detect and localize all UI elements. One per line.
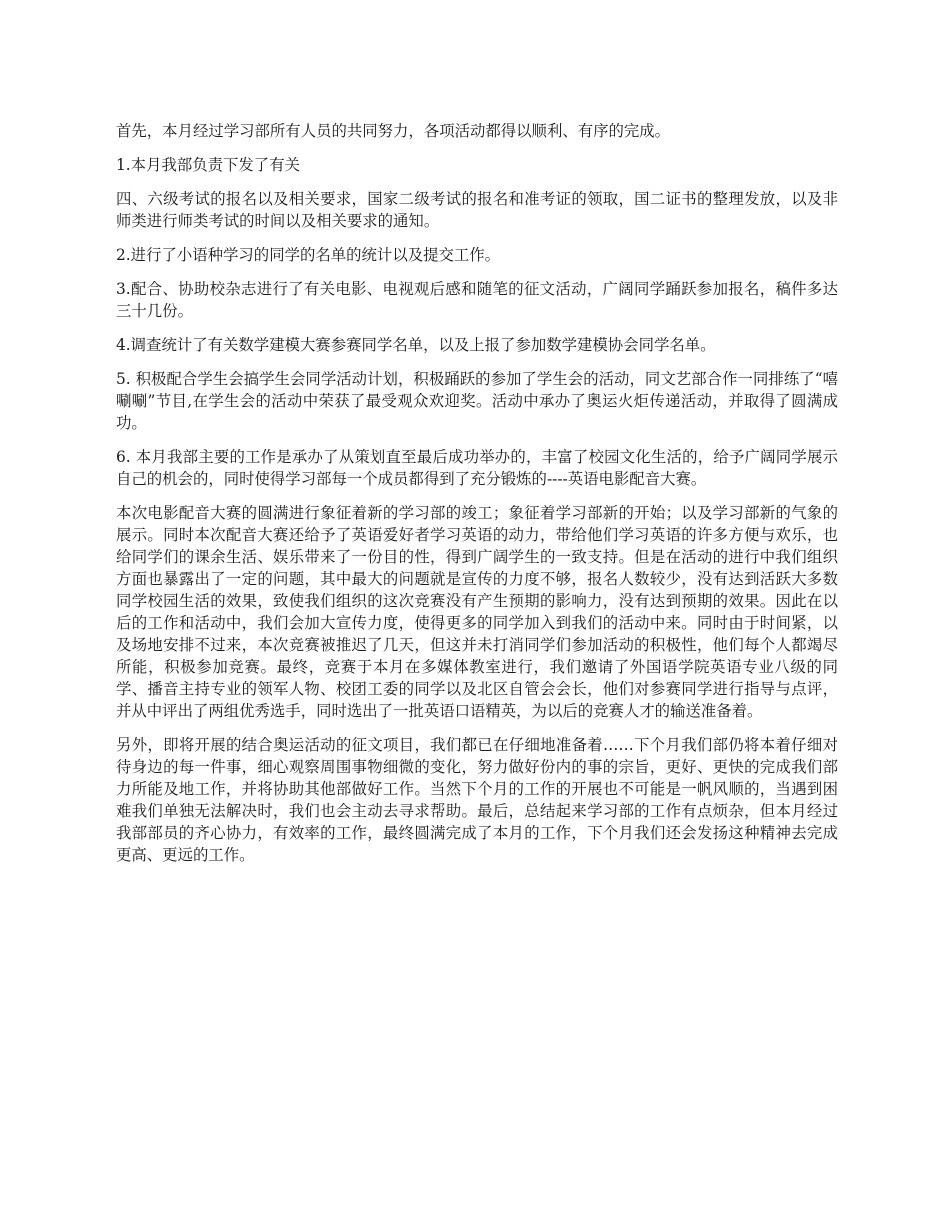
paragraph-item-3: 3.配合、协助校杂志进行了有关电影、电视观后感和随笔的征文活动，广阔同学踊跃参加报名，稿件多达三十几份。	[116, 280, 838, 320]
paragraph-item-1: 1.本月我部负责下发了有关	[116, 156, 300, 174]
paragraph-intro: 首先，本月经过学习部所有人员的共同努力，各项活动都得以顺利、有序的完成。	[116, 122, 671, 140]
document-body	[116, 120, 838, 878]
paragraph-item-5: 5. 积极配合学生会搞学生会同学活动计划，积极踊跃的参加了学生会的活动，同文艺部合作一同排练了“嘻唰唰”节目,在学生会的活动中荣获了最受观众欢迎奖。活动中承办了奥运火炬传递活动，并取得了圆满成功。	[116, 370, 838, 432]
paragraph-exam-notice: 四、六级考试的报名以及相关要求，国家二级考试的报名和准考证的领取，国二证书的整理发放，以及非师类进行师类考试的时间以及相关要求的通知。	[116, 190, 838, 230]
paragraph-closing: 另外，即将开展的结合奥运活动的征文项目，我们都已在仔细地准备着……下个月我们部仍将本着仔细对待身边的每一件事，细心观察周围事物细微的变化，努力做好份内的事的宗旨，更好、更快的完成我们部力所能及地工作，并将协助其他部做好工作。当然下个月的工作的开展也不可能是一帆风顺的，当遇到困难我们单独无法解决时，我们也会主动去寻求帮助。最后，总结起来学习部的工作有点烦杂，但本月经过我部部员的齐心协力，有效率的工作，最终圆满完成了本月的工作，下个月我们还会发扬这种精神去完成更高、更远的工作。	[116, 736, 838, 864]
paragraph-item-6: 6. 本月我部主要的工作是承办了从策划直至最后成功举办的，丰富了校园文化生活的，给予广阔同学展示自己的机会的，同时使得学习部每一个成员都得到了充分锻炼的----英语电影配音大赛。	[116, 448, 838, 488]
paragraph-contest-summary: 本次电影配音大赛的圆满进行象征着新的学习部的竣工；象征着学习部新的开始；以及学习部新的气象的展示。同时本次配音大赛还给予了英语爱好者学习英语的动力，带给他们学习英语的许多方便与欢乐，也给同学们的课余生活、娱乐带来了一份目的性，得到广阔学生的一致支持。但是在活动的进行中我们组织方面也暴露出了一定的问题，其中最大的问题就是宣传的力度不够，报名人数较少，没有达到活跃大多数同学校园生活的效果，致使我们组织的这次竞赛没有产生预期的影响力，没有达到预期的效果。因此在以后的工作和活动中，我们会加大宣传力度，使得更多的同学加入到我们的活动中来。同时由于时间紧，以及场地安排不过来，本次竞赛被推迟了几天，但这并未打消同学们参加活动的积极性，他们每个人都竭尽所能，积极参加竞赛。最终，竞赛于本月在多媒体教室进行，我们邀请了外国语学院英语专业八级的同学、播音主持专业的领军人物、校团工委的同学以及北区自管会会长，他们对参赛同学进行指导与点评，并从中评出了两组优秀选手，同时选出了一批英语口语精英，为以后的竞赛人才的输送准备着。	[116, 504, 838, 720]
paragraph-item-4: 4.调查统计了有关数学建模大赛参赛同学名单，以及上报了参加数学建模协会同学名单。	[116, 336, 716, 354]
paragraph-item-2: 2.进行了小语种学习的同学的名单的统计以及提交工作。	[116, 246, 501, 264]
